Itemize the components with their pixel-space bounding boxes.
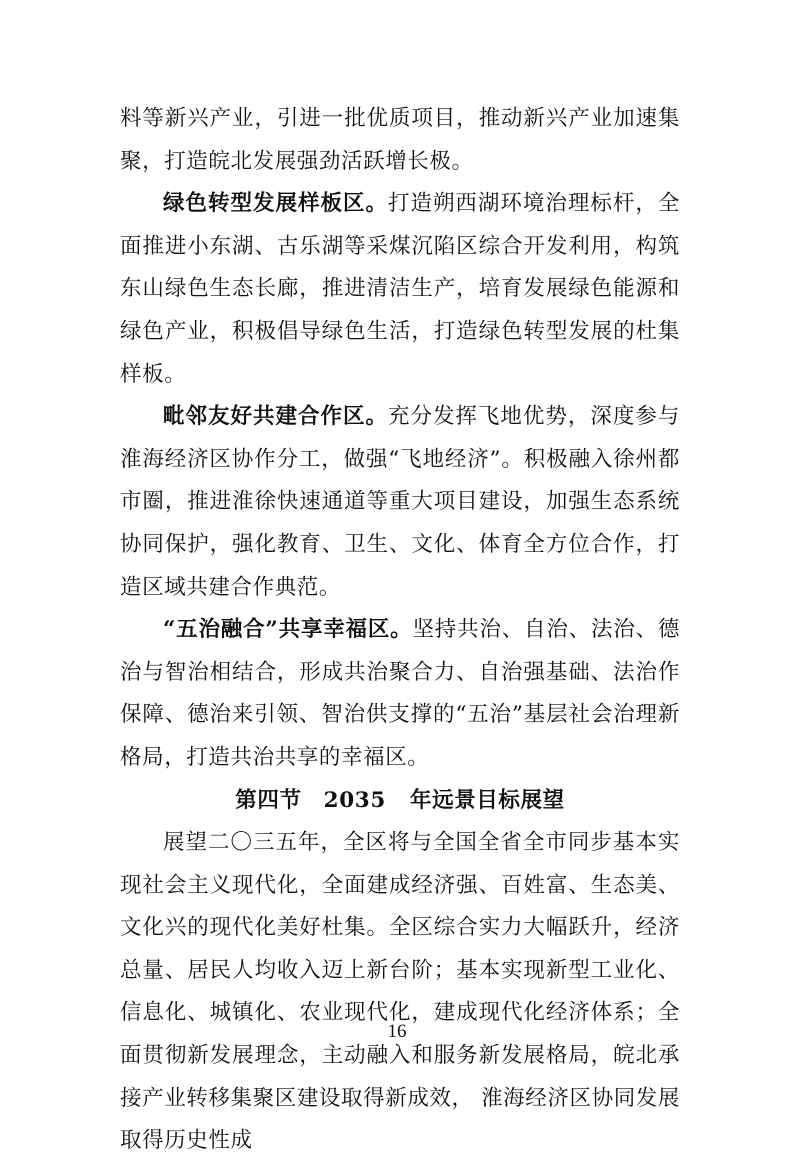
section-heading: 第四节 2035 年远景目标展望	[235, 787, 565, 813]
paragraph-text: 展望二〇三五年，全区将与全国全省全市同步基本实现社会主义现代化，全面建成经济强、百姓富、生态美、文化兴的现代化美好杜集。全区综合实力大幅跃升，经济总量、居民人均收入迈上新台阶；基本实现新型工业化、信息化、城镇化、农业现代化，建成现代化经济体系；全面贯彻新发展理念，主动融入和服务新发展格局，皖北承接产业转移集聚区建设取得新成效， 淮海经济区协同发展取得历史性成	[120, 830, 680, 1154]
paragraph-heading: “五治融合”共享幸福区。	[163, 617, 413, 643]
paragraph-neighbor-cooperation	[120, 396, 680, 609]
paragraph-five-governance	[120, 609, 680, 779]
paragraph-text: 料等新兴产业，引进一批优质项目，推动新兴产业加速集聚，打造皖北发展强劲活跃增长极。	[120, 106, 680, 174]
paragraph-2035-outlook	[120, 822, 680, 1163]
paragraph-heading: 绿色转型发展样板区。	[163, 191, 388, 217]
paragraph-green-transformation	[120, 183, 680, 396]
paragraph-heading: 毗邻友好共建合作区。	[163, 404, 388, 430]
document-body	[120, 98, 680, 1163]
page-number: 16	[387, 1021, 407, 1042]
paragraph-text: 打造朔西湖环境治理标杆，全面推进小东湖、古乐湖等采煤沉陷区综合开发利用，构筑东山绿色生态长廊，推进清洁生产，培育发展绿色能源和绿色产业，积极倡导绿色生活，打造绿色转型发展的杜集样板。	[120, 191, 680, 387]
paragraph-continuation	[120, 98, 680, 183]
paragraph-text: 充分发挥飞地优势，深度参与淮海经济区协作分工，做强“飞地经济”。积极融入徐州都市圈，推进淮徐快速通道等重大项目建设，加强生态系统协同保护，强化教育、卫生、文化、体育全方位合作，打造区域共建合作典范。	[120, 404, 680, 600]
paragraph-text: 坚持共治、自治、法治、德治与智治相结合，形成共治聚合力、自治强基础、法治作保障、德治来引领、智治供支撑的“五治”基层社会治理新格局，打造共治共享的幸福区。	[120, 617, 681, 770]
